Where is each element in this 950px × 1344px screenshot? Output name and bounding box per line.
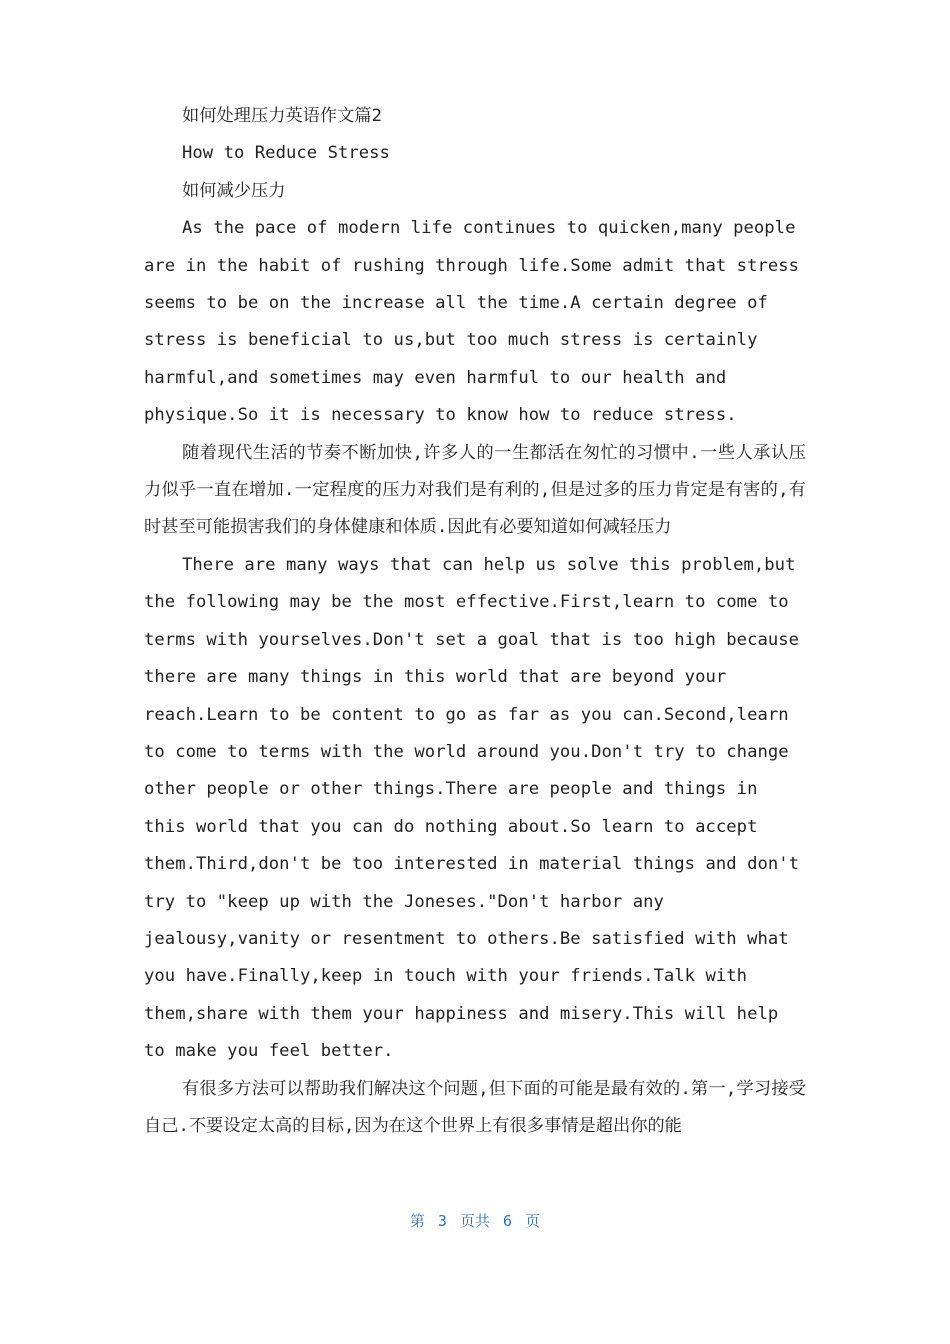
paragraph-english-1: As the pace of modern life continues to quicken,many people are in the habit of rushing through life.Some admit that stress seems to be on the increase all the time.A certain degree of stress is beneficial to us,but too much stress is certainly harmful,and sometimes may even harmful to our health and physique.So it is necessary to know how to reduce stress. — [144, 218, 800, 426]
page-number-footer: 第 3 页共 6 页 — [409, 1212, 541, 1230]
paragraph-chinese-2: 有很多方法可以帮助我们解决这个问题,但下面的可能是最有效的.第一,学习接受自己.不要设定太高的目标,因为在这个世界上有很多事情是超出你的能 — [144, 1078, 806, 1136]
paragraph-english-2: There are many ways that can help us solve this problem,but the following may be the most effective.First,learn to come to terms with yourselves.Don't set a goal that is too high because there are many things in this world that are beyond your reach.Learn to be content to go as far as you can.Second,learn to come to terms with the world around you.Don't try to change other people or other things.There are people and things in this world that you can do nothing about.So learn to accept them.Third,don't be too interested in material things and don't try to "keep up with the Joneses."Don't harbor any jealousy,vanity or resentment to others.Be satisfied with what you have.Finally,keep in touch with your friends.Talk with them,share with them your happiness and misery.This will help to make you feel better. — [144, 554, 800, 1062]
document-body — [144, 98, 806, 1145]
essay-title-chinese: 如何减少压力 — [182, 180, 286, 201]
paragraph-chinese-1: 随着现代生活的节奏不断加快,许多人的一生都活在匆忙的习惯中.一些人承认压力似乎一直在增加.一定程度的压力对我们是有利的,但是过多的压力肯定是有害的,有时甚至可能损害我们的身体健康和体质.因此有必要知道如何减轻压力 — [144, 442, 806, 538]
essay-title-english: How to Reduce Stress — [182, 143, 390, 164]
section-heading: 如何处理压力英语作文篇2 — [182, 106, 383, 126]
